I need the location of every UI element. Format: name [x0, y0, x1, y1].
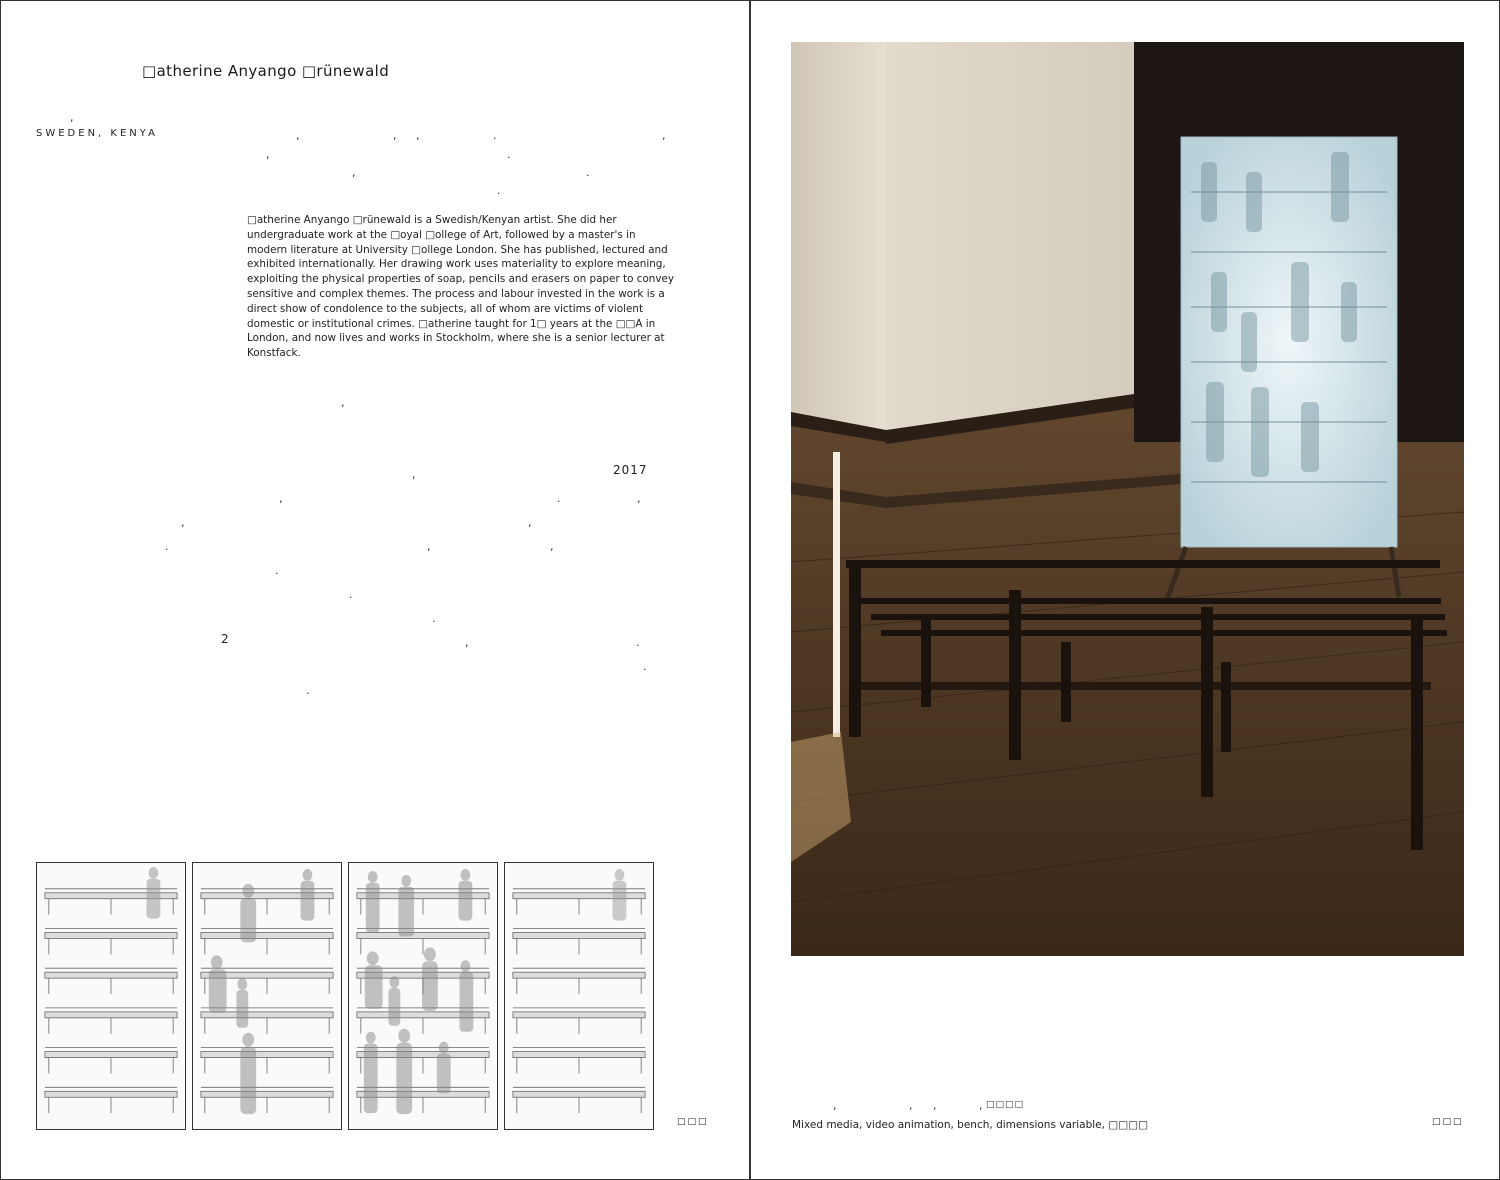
year-label: 2017 — [613, 463, 648, 477]
drawing-thumbnail-2 — [192, 862, 342, 1130]
artist-bio: □atherine Anyango □rünewald is a Swedish/Kenyan artist. She did her undergraduate work at the □oyal □ollege of Art, followed by a master's in modern literature at University □ollege London. She has published, lectured and exhibited internationally. Her drawing work uses materiality to explore meaning, exploiting the physical properties of soap, pencils and erasers on paper to convey sensitive and complex themes. The process and labour invested in the work is a direct show of condolence to the subjects, all of whom are victims of violent domestic or institutional crimes. □atherine taught for 1□ years at the □□A in London, and now lives and works in Stockholm, where she is a senior lecturer at Konstfack. — [247, 214, 675, 360]
installation-scene — [791, 42, 1464, 956]
caption-year-glyphs: □□□□ — [986, 1100, 1025, 1110]
bench-drawing-1 — [37, 863, 185, 1129]
drawing-thumbnail-4 — [504, 862, 654, 1130]
left-page-number: □□□ — [677, 1117, 709, 1127]
right-page-number: □□□ — [1432, 1117, 1464, 1127]
artwork-caption: Mixed media, video animation, bench, dimensions variable, □□□□ — [792, 1119, 1148, 1131]
artist-country: SWEDEN, KENYA — [36, 128, 158, 139]
bench-drawing-4 — [505, 863, 653, 1129]
drawing-thumbnail-1 — [36, 862, 186, 1130]
bench-drawing-3 — [349, 863, 497, 1129]
installation-photo — [791, 42, 1464, 956]
artist-name: □atherine Anyango □rünewald — [142, 62, 390, 80]
drawing-thumbnail-3 — [348, 862, 498, 1130]
bench-drawing-2 — [193, 863, 341, 1129]
book-spine — [749, 0, 750, 1180]
footnote-number: 2 — [221, 632, 229, 646]
